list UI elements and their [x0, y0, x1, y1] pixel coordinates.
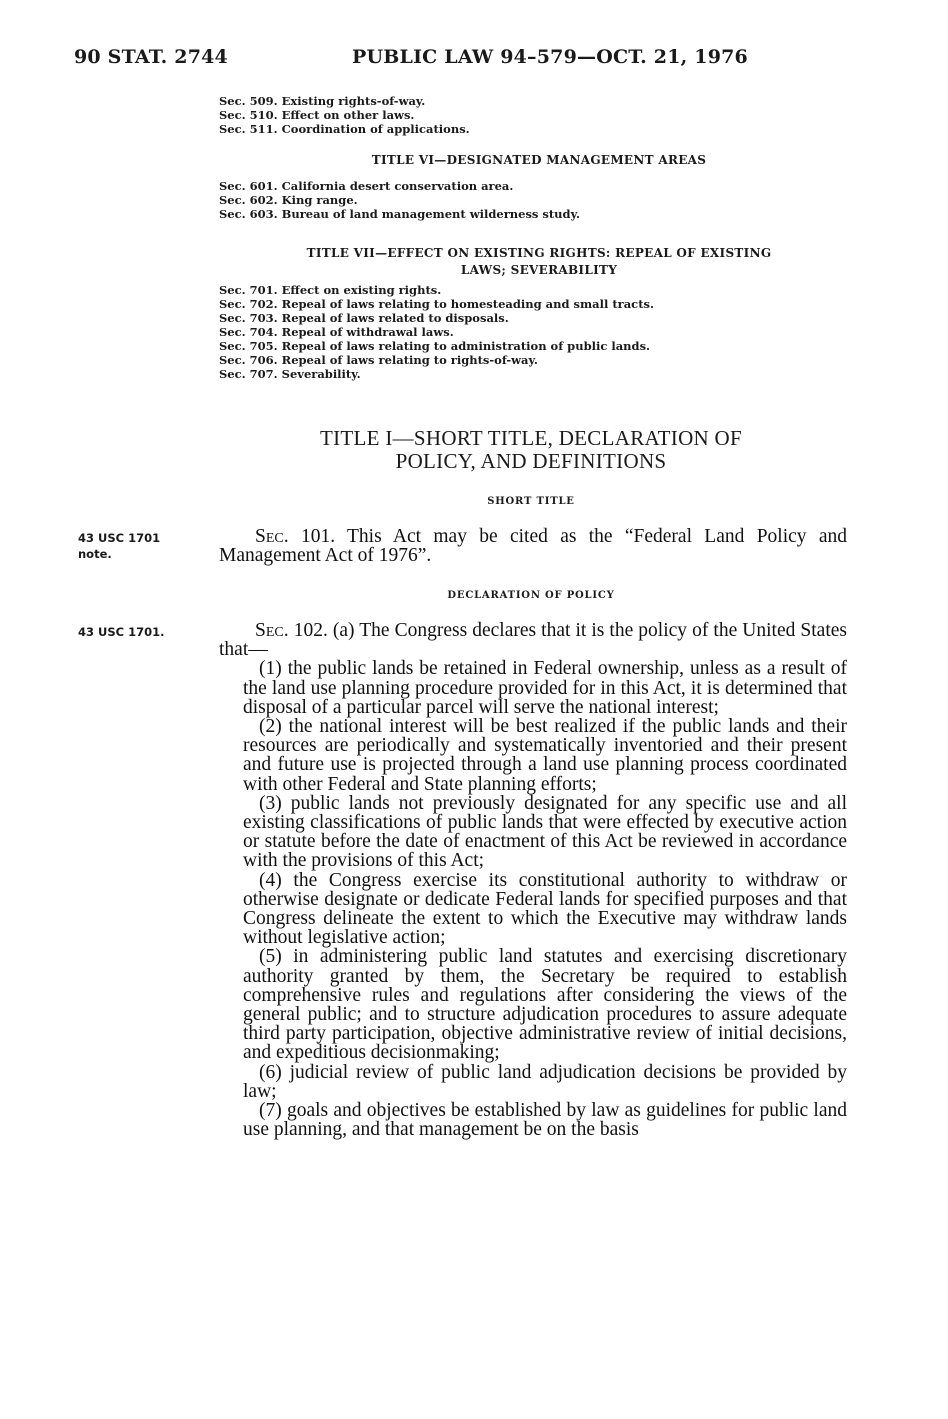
policy-paragraph: (3) public lands not previously designated for any specific use and all existing classifications of public lands that were effected by executive action or statute before the date of enactment of this Act be reviewed in accordance with the provisions of this Act; [243, 792, 847, 872]
toc-title5-tail [219, 94, 859, 136]
toc-entry: Sec. 603. Bureau of land management wilderness study. [219, 207, 580, 221]
title-1-line: POLICY, AND DEFINITIONS [395, 449, 667, 473]
toc-title6 [219, 152, 859, 221]
policy-paragraph: (1) the public lands be retained in Federal ownership, unless as a result of the land use planning procedure provided for in this Act, it is determined that disposal of a particular parcel will serve the national interest; [243, 658, 847, 718]
policy-paragraph: (2) the national interest will be best realized if the public lands and their resources are periodically and systematically inventoried and their present and future use is projected through a land use planning process coordinated with other Federal and State planning efforts; [243, 716, 847, 795]
policy-paragraph: (5) in administering public land statutes and exercising discretionary authority granted by them, the Secretary be required to establish comprehensive rules and regulations after considering the views of the general public; and to structure adjudication procedures to assure adequate third party participation, objective administrative review of initial decisions, and expeditious decisionmaking; [243, 946, 847, 1064]
toc-title-heading: TITLE VI—DESIGNATED MANAGEMENT AREAS [371, 153, 707, 167]
toc-title-heading: LAWS; SEVERABILITY [460, 263, 618, 277]
policy-paragraph: (4) the Congress exercise its constitutional authority to withdraw or otherwise designate or dedicate Federal lands for specified purposes and that Congress delineate the extent to which the Executive may withdraw lands without legislative action; [243, 869, 847, 949]
section-text: 101. This Act may be cited as the “Federal Land Policy and Management Act of 1976”. [219, 526, 847, 567]
section-101 [219, 527, 847, 565]
section-label: Sec. [255, 526, 289, 547]
toc-entry: Sec. 706. Repeal of laws relating to rights-of-way. [219, 353, 538, 367]
section-102 [219, 621, 847, 1139]
toc-entry: Sec. 702. Repeal of laws relating to homesteading and small tracts. [219, 297, 654, 311]
margin-citation: 43 USC 1701. [78, 625, 165, 639]
toc-entry: Sec. 602. King range. [219, 193, 358, 207]
law-title: PUBLIC LAW 94–579—OCT. 21, 1976 [352, 46, 748, 68]
toc-entry: Sec. 510. Effect on other laws. [219, 108, 415, 122]
policy-paragraph: (6) judicial review of public land adjudication decisions be provided by law; [243, 1061, 847, 1102]
short-title-heading: SHORT TITLE [487, 496, 575, 507]
title-1-line: TITLE I—SHORT TITLE, DECLARATION OF [319, 426, 742, 450]
toc-entry: Sec. 703. Repeal of laws related to disposals. [219, 311, 509, 325]
margin-citation [78, 530, 198, 562]
policy-paragraph: (7) goals and objectives be established by law as guidelines for public land use planning, and that management be on the basis [243, 1100, 847, 1141]
toc-entry: Sec. 707. Severability. [219, 367, 361, 381]
title-1-heading [219, 427, 843, 473]
section-text: 102. (a) The Congress declares that it is the policy of the United States that— [219, 620, 847, 661]
page-header [0, 46, 948, 76]
toc-entry: Sec. 701. Effect on existing rights. [219, 283, 442, 297]
page-number: 90 STAT. 2744 [74, 46, 228, 68]
toc-entry: Sec. 704. Repeal of withdrawal laws. [219, 325, 454, 339]
toc-entry: Sec. 509. Existing rights-of-way. [219, 94, 426, 108]
toc-entry: Sec. 511. Coordination of applications. [219, 122, 470, 136]
margin-citation-line: 43 USC 1701 [78, 531, 161, 545]
toc-entry: Sec. 601. California desert conservation area. [219, 179, 514, 193]
toc-entry: Sec. 705. Repeal of laws relating to administration of public lands. [219, 339, 651, 353]
section-label: Sec. [255, 620, 289, 641]
toc-title-heading: TITLE VII—EFFECT ON EXISTING RIGHTS: REPEAL OF EXISTING [306, 246, 772, 260]
declaration-heading: DECLARATION OF POLICY [447, 590, 615, 601]
margin-citation-line: note. [78, 547, 112, 561]
toc-title7 [219, 245, 859, 381]
